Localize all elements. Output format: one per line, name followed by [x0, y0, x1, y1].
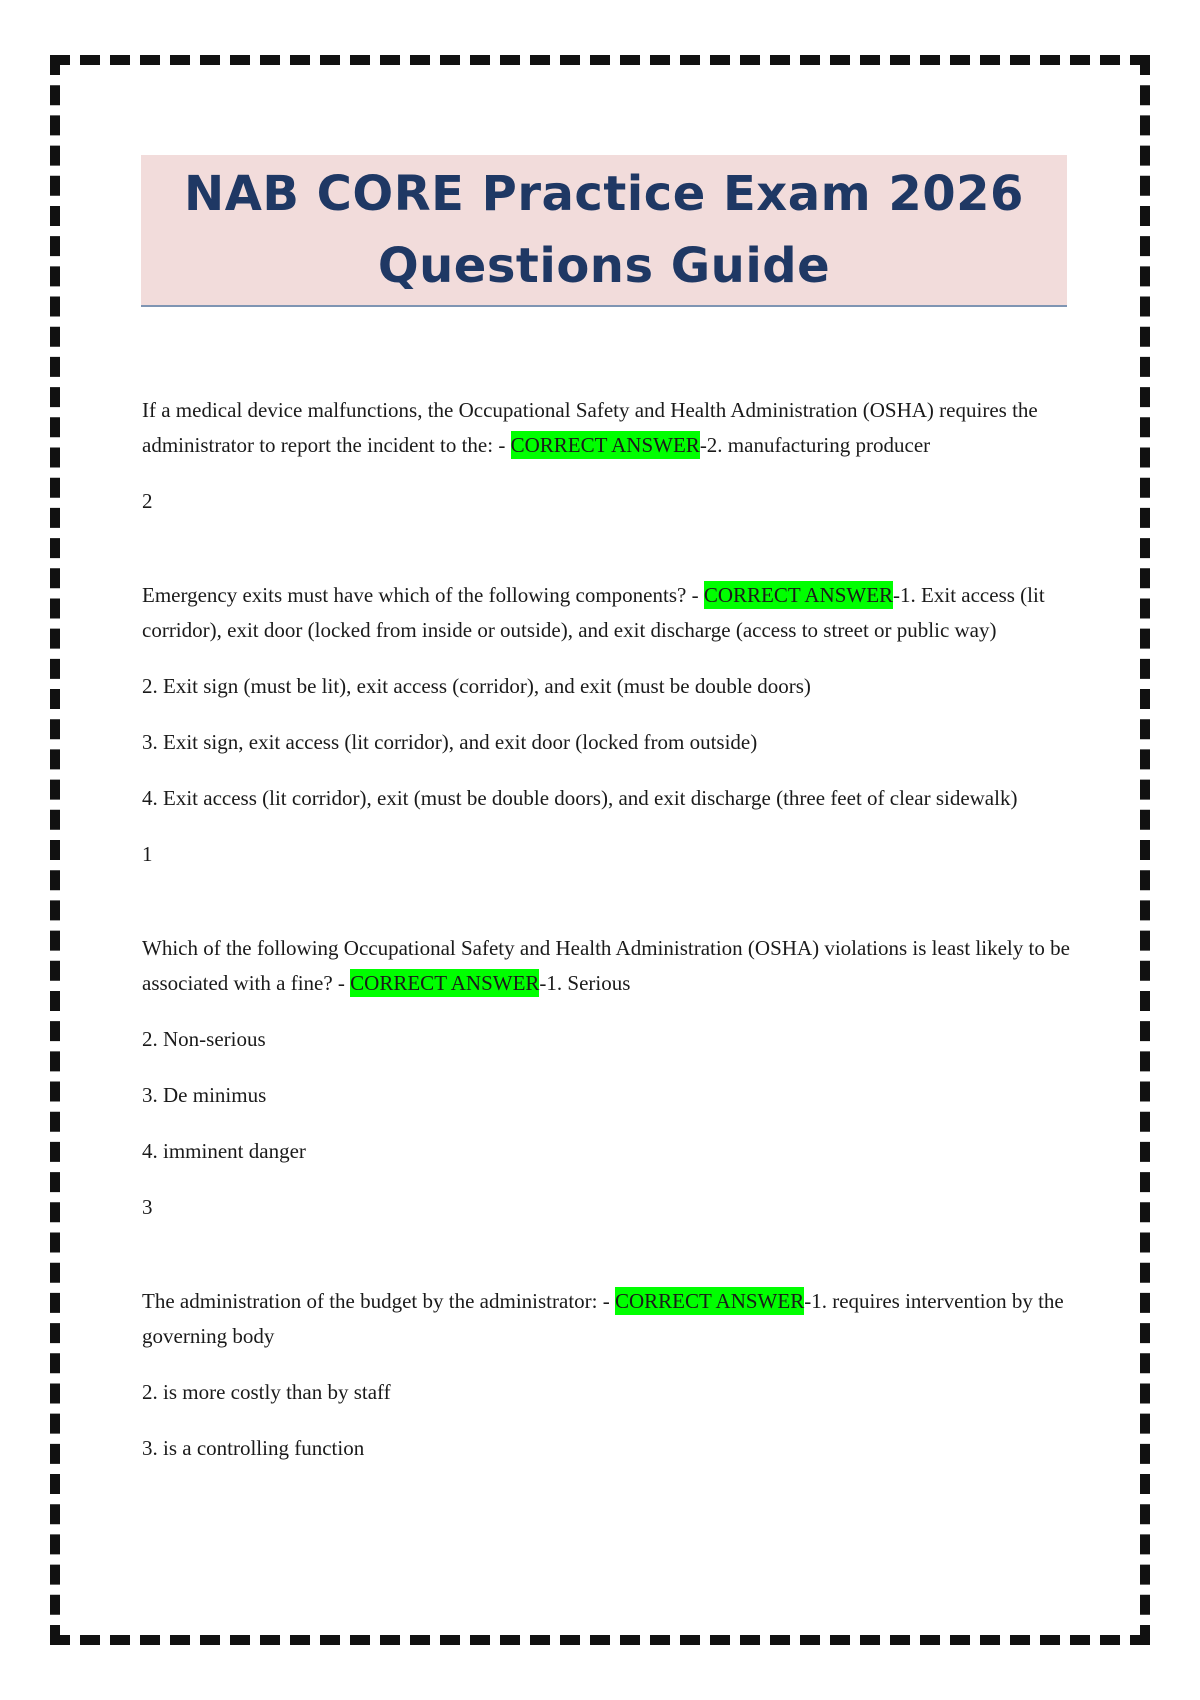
question-block-3	[142, 931, 1072, 1225]
correct-answer-highlight: CORRECT ANSWER	[703, 583, 894, 607]
answer-text: -1. Exit access (lit corridor), exit door (locked from inside or outside), and exit discharge (access to street or public way)	[142, 583, 1045, 642]
document-title-line-2: Questions Guide	[377, 238, 831, 294]
answer-number: 1	[142, 842, 153, 866]
answer-number: 2	[142, 489, 153, 513]
question-stem: Emergency exits must have which of the following components? -	[142, 583, 704, 607]
question-text	[142, 931, 1072, 1001]
option-2: 2. Non-serious	[142, 1027, 266, 1051]
correct-answer-highlight: CORRECT ANSWER	[614, 1289, 805, 1313]
answer-number: 3	[142, 1195, 153, 1219]
option-4: 4. Exit access (lit corridor), exit (must be double doors), and exit discharge (three feet of clear sidewalk)	[142, 786, 1018, 810]
question-text	[142, 578, 1072, 648]
option-2: 2. Exit sign (must be lit), exit access (corridor), and exit (must be double doors)	[142, 674, 811, 698]
answer-text: -2. manufacturing producer	[699, 433, 931, 457]
document-title-line-1: NAB CORE Practice Exam 2026	[184, 166, 1024, 222]
option-2: 2. is more costly than by staff	[142, 1380, 391, 1404]
question-block-4	[142, 1284, 1072, 1466]
option-3: 3. De minimus	[142, 1083, 267, 1107]
answer-text: -1. requires intervention by the governing body	[142, 1289, 1064, 1348]
question-stem: If a medical device malfunctions, the Occupational Safety and Health Administration (OSHA) requires the administrator to report the incident to the: -	[142, 398, 1038, 457]
question-stem: The administration of the budget by the administrator: -	[142, 1289, 615, 1313]
option-3: 3. is a controlling function	[142, 1436, 365, 1460]
correct-answer-highlight: CORRECT ANSWER	[350, 971, 540, 995]
title-banner	[141, 155, 1067, 307]
question-list	[142, 393, 1072, 1525]
question-block-2	[142, 578, 1072, 872]
option-4: 4. imminent danger	[142, 1139, 306, 1163]
question-text	[142, 1284, 1072, 1354]
question-text	[142, 393, 1072, 463]
question-block-1	[142, 393, 1072, 519]
question-stem: Which of the following Occupational Safety and Health Administration (OSHA) violations is least likely to be associated with a fine? -	[142, 936, 1070, 995]
option-3: 3. Exit sign, exit access (lit corridor), and exit door (locked from outside)	[142, 730, 758, 754]
correct-answer-highlight: CORRECT ANSWER	[510, 433, 700, 457]
answer-text: -1. Serious	[539, 971, 631, 995]
